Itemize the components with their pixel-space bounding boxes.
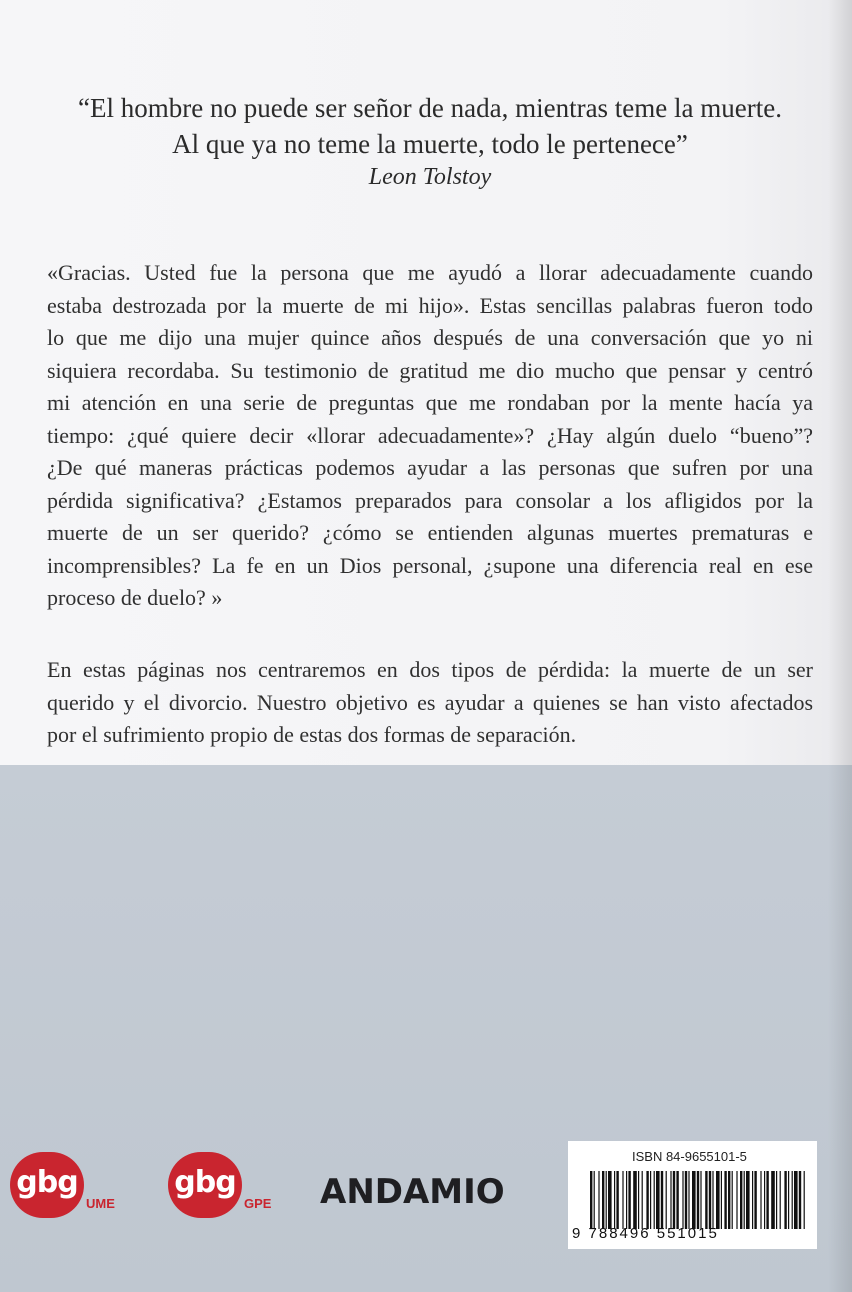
text-line: querido y el divorcio. Nuestro objetivo es ayudar a quienes se han visto afectados: [47, 689, 813, 715]
andamio-logo: ANDAMIO: [320, 1172, 505, 1212]
text-line: muerte de un ser querido? ¿cómo se entienden algunas muertes prematuras e: [47, 520, 813, 545]
quote-author: Leon Tolstoy: [368, 164, 492, 190]
text-line: pérdida significativa? ¿Estamos preparados para consolar a los afligidos por la: [47, 487, 813, 513]
quote-line-1: “El hombre no puede ser señor de nada, mientras teme la muerte.: [78, 93, 782, 123]
gbg-mark: gbg: [10, 1152, 84, 1218]
ean-number: 9 788496 551015: [572, 1225, 719, 1242]
text-line: por el sufrimiento propio de estas dos formas de separación.: [47, 722, 577, 747]
gbg-gpe-logo: [168, 1152, 288, 1218]
text-line: ¿De qué maneras prácticas podemos ayudar a las personas que sufren por una: [47, 455, 813, 480]
text-line: «Gracias. Usted fue la persona que me ayudó a llorar adecuadamente cuando: [47, 260, 813, 285]
text-line: tiempo: ¿qué quiere decir «llorar adecuadamente»? ¿Hay algún duelo “bueno”?: [47, 422, 813, 448]
page-edge-shadow: [828, 0, 852, 1292]
text-line: mi atención en una serie de preguntas que me rondaban por la mente hacía ya: [47, 390, 813, 415]
gbg-sub-label: UME: [86, 1196, 115, 1211]
barcode-bars: [590, 1171, 806, 1229]
isbn-barcode: [568, 1141, 817, 1249]
blurb-paragraph-1: [47, 257, 813, 615]
gbg-sub-label: GPE: [244, 1196, 272, 1211]
blurb-paragraph-2: [47, 654, 813, 752]
text-line: En estas páginas nos centraremos en dos tipos de pérdida: la muerte de un ser: [47, 657, 813, 682]
epigraph-quote: [40, 90, 820, 192]
isbn-label: ISBN 84-9655101-5: [632, 1149, 747, 1164]
text-line: proceso de duelo? »: [47, 585, 223, 610]
gbg-mark: gbg: [168, 1152, 242, 1218]
text-line: lo que me dijo una mujer quince años después de una conversación que yo ni: [47, 325, 813, 350]
text-line: siquiera recordaba. Su testimonio de gratitud me dio mucho que pensar y centró: [47, 357, 813, 383]
gbg-ume-logo: [10, 1152, 130, 1218]
quote-line-2: Al que ya no teme la muerte, todo le pertenece”: [172, 129, 688, 159]
text-line: incomprensibles? La fe en un Dios personal, ¿supone una diferencia real en ese: [47, 552, 813, 578]
text-line: estaba destrozada por la muerte de mi hijo». Estas sencillas palabras fueron todo: [47, 292, 813, 318]
